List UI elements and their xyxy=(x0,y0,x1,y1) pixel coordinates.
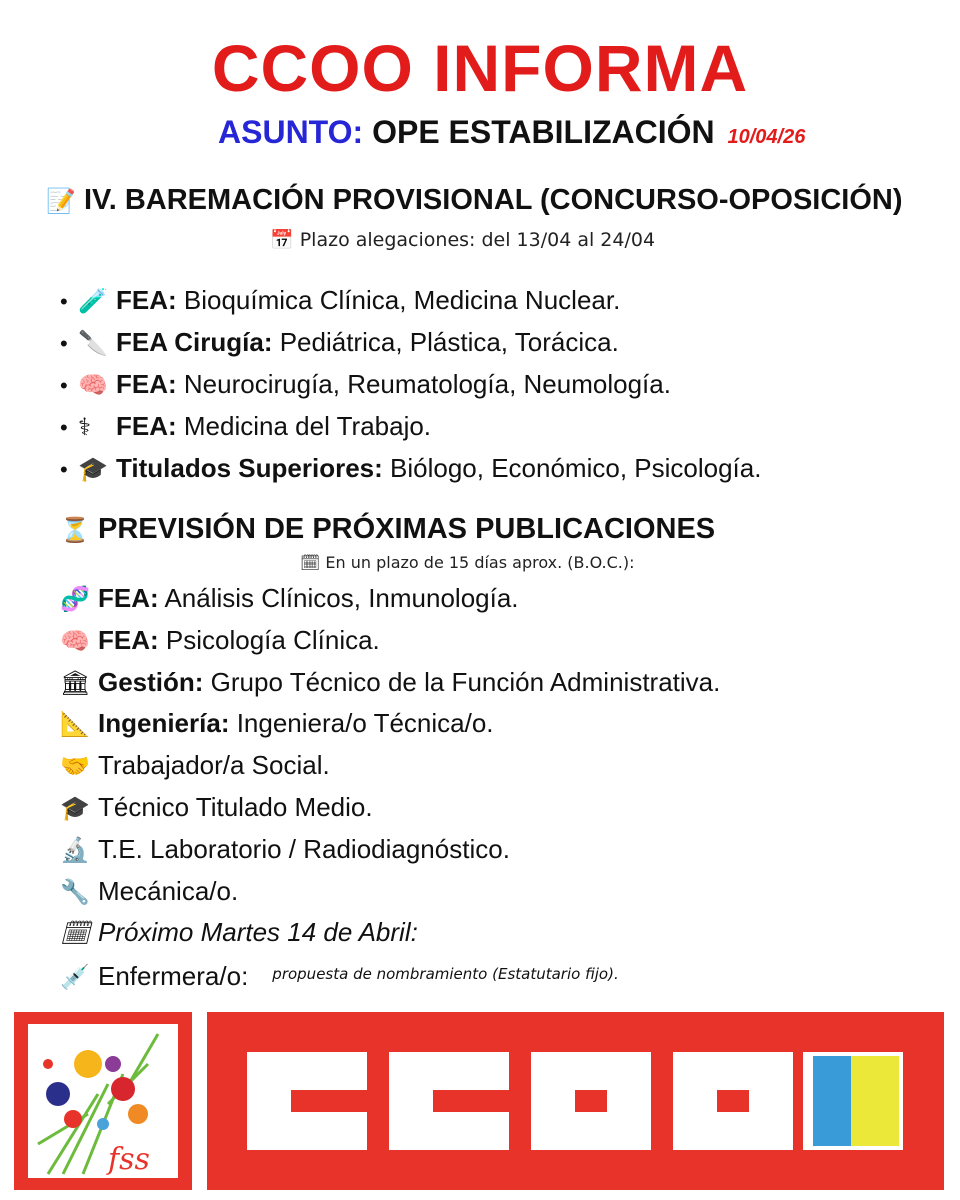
brain-icon: 🧠 xyxy=(78,371,108,399)
section-prevision-heading xyxy=(60,510,715,549)
item-label: FEA: xyxy=(116,369,177,399)
list-item: • 🧠 FEA: Neurocirugía, Reumatología, Neumología. xyxy=(60,364,761,406)
deadline-text: Plazo alegaciones: del 13/04 al 24/04 xyxy=(299,229,656,251)
list-item xyxy=(60,620,720,662)
list-item xyxy=(60,662,720,704)
list-item xyxy=(60,578,720,620)
knife-icon: 🔪 xyxy=(78,329,108,357)
test-tube-icon: 🧪 xyxy=(78,287,108,315)
graduation-cap-icon: 🎓 xyxy=(78,455,108,483)
item-label: Ingeniería: xyxy=(98,708,230,739)
calendar-icon: 📅 xyxy=(270,229,294,251)
item-text: Neurocirugía, Reumatología, Neumología. xyxy=(176,369,671,399)
triangle-ruler-icon: 📐 xyxy=(60,710,90,739)
subject-label: ASUNTO: xyxy=(218,114,364,150)
item-text: Ingeniera/o Técnica/o. xyxy=(229,708,494,739)
fss-logo xyxy=(14,1012,192,1190)
calendar-icon: 🗓 xyxy=(300,553,321,572)
item-label: FEA Cirugía: xyxy=(116,327,273,357)
ccoo-wordmark-graphic xyxy=(207,1012,944,1190)
fss-flower-graphic xyxy=(28,1024,178,1178)
item-label: Titulados Superiores: xyxy=(116,453,383,483)
forecast-note xyxy=(300,553,635,572)
subject-line xyxy=(218,112,805,157)
hourglass-icon: ⏳ xyxy=(60,516,90,544)
item-text: Grupo Técnico de la Función Administrativa. xyxy=(203,666,721,697)
graduation-cap-icon: 🎓 xyxy=(60,793,90,822)
list-item xyxy=(60,954,720,998)
stethoscope-icon: ⚕ xyxy=(78,413,91,441)
prevision-list xyxy=(60,578,720,998)
item-text: Análisis Clínicos, Inmunología. xyxy=(158,583,519,613)
item-label: FEA: xyxy=(98,624,159,655)
memo-icon: 📝 xyxy=(46,187,76,215)
baremacion-list xyxy=(60,280,761,490)
item-text: Técnico Titulado Medio. xyxy=(98,791,373,822)
list-item xyxy=(60,703,720,745)
forecast-note-text: En un plazo de 15 días aprox. (B.O.C.): xyxy=(325,553,635,572)
section-prevision-title: PREVISIÓN DE PRÓXIMAS PUBLICACIONES xyxy=(98,513,716,545)
subject-value: OPE ESTABILIZACIÓN xyxy=(372,114,715,150)
item-text: Biólogo, Económico, Psicología. xyxy=(382,453,762,483)
list-item xyxy=(60,912,720,954)
item-text: Pediátrica, Plástica, Torácica. xyxy=(272,327,619,357)
deadline-note xyxy=(270,228,655,251)
wrench-icon: 🔧 xyxy=(60,877,90,906)
handshake-icon: 🤝 xyxy=(60,752,90,781)
calendar-icon: 🗓 xyxy=(60,919,91,948)
item-label: Gestión: xyxy=(98,666,204,697)
brain-icon: 🧠 xyxy=(60,626,90,655)
list-item: • ⚕ FEA: Medicina del Trabajo. xyxy=(60,406,761,448)
item-text: T.E. Laboratorio / Radiodiagnóstico. xyxy=(98,833,510,864)
flag-blue-stripe xyxy=(813,1056,851,1146)
section-baremacion-heading xyxy=(46,180,903,221)
publication-date: 10/04/26 xyxy=(727,126,806,148)
item-text: Enfermera/o: xyxy=(98,961,249,992)
building-icon: 🏛 xyxy=(60,668,91,697)
list-item: • 🎓 Titulados Superiores: Biólogo, Económico, Psicología. xyxy=(60,448,761,490)
item-label: FEA: xyxy=(116,285,177,315)
ccoo-logo xyxy=(207,1012,944,1190)
syringe-icon: 💉 xyxy=(60,963,90,992)
item-text: Bioquímica Clínica, Medicina Nuclear. xyxy=(176,285,621,315)
list-item xyxy=(60,871,720,913)
item-text: Medicina del Trabajo. xyxy=(176,411,432,441)
item-text: Mecánica/o. xyxy=(98,875,239,906)
list-item: • 🧪 FEA: Bioquímica Clínica, Medicina Nuclear. xyxy=(60,280,761,322)
item-text: Trabajador/a Social. xyxy=(98,750,330,781)
fss-text: fss xyxy=(108,1142,150,1177)
item-label: FEA: xyxy=(116,411,177,441)
microscope-icon: 🔬 xyxy=(60,835,90,864)
list-item xyxy=(60,745,720,787)
item-label: FEA: xyxy=(98,583,159,613)
upcoming-date: Próximo Martes 14 de Abril: xyxy=(98,917,418,948)
page-title: CCOO INFORMA xyxy=(211,31,749,105)
dna-icon: 🧬 xyxy=(60,585,90,613)
list-item xyxy=(60,787,720,829)
list-item xyxy=(60,829,720,871)
item-note: propuesta de nombramiento (Estatutario fijo). xyxy=(272,965,619,984)
item-text: Psicología Clínica. xyxy=(158,624,380,655)
flag-yellow-stripe xyxy=(851,1056,899,1146)
section-baremacion-title: IV. BAREMACIÓN PROVISIONAL (CONCURSO-OPOSICIÓN) xyxy=(84,184,903,216)
list-item: • 🔪 FEA Cirugía: Pediátrica, Plástica, Torácica. xyxy=(60,322,761,364)
